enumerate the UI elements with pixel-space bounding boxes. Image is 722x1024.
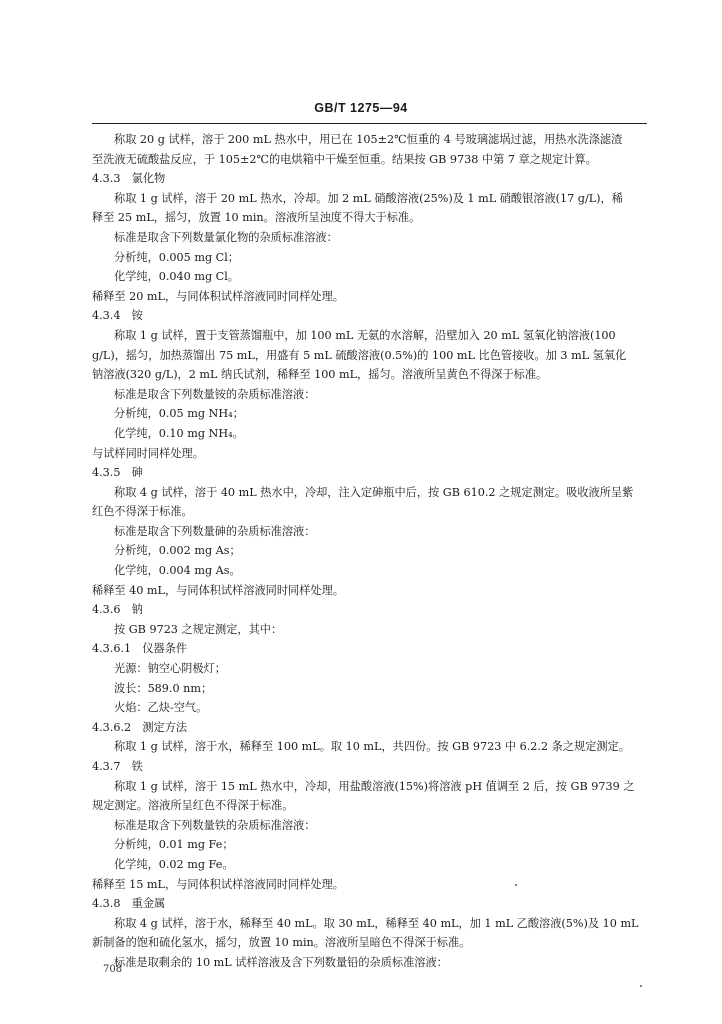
text-line: 称取 1 g 试样，溶于 15 mL 热水中，冷却，用盐酸溶液(15%)将溶液 pH 值调至 2 后，按 GB 9739 之 <box>114 779 635 793</box>
section-heading: 4.3.6.2 测定方法 <box>92 720 188 734</box>
text-line: 分析纯，0.005 mg Cl； <box>114 250 239 264</box>
text-line: 与试样同时同样处理。 <box>92 446 204 460</box>
header-rule <box>92 123 647 124</box>
section-heading: 4.3.8 重金属 <box>92 897 166 911</box>
text-line: 称取 4 g 试样，溶于 40 mL 热水中，冷却，注入定砷瓶中后，按 GB 610.2 之规定测定。吸收液所呈紫 <box>114 485 634 499</box>
text-line: 分析纯，0.01 mg Fe； <box>114 838 234 852</box>
scan-speck <box>515 884 517 886</box>
text-line: 火焰：乙炔-空气。 <box>114 701 208 715</box>
text-line: 称取 1 g 试样，置于支管蒸馏瓶中，加 100 mL 无氨的水溶解，沿壁加入 20 mL 氢氧化钠溶液(100 <box>114 328 616 342</box>
page-number: 708 <box>103 964 123 975</box>
text-line: 新制备的饱和硫化氢水，摇匀，放置 10 min。溶液所呈暗色不得深于标准。 <box>92 936 471 950</box>
text-line: 按 GB 9723 之规定测定，其中： <box>114 622 283 636</box>
text-line: 称取 4 g 试样，溶于水，稀释至 40 mL。取 30 mL，稀释至 40 mL，加 1 mL 乙酸溶液(5%)及 10 mL <box>114 916 639 930</box>
text-line: 稀释至 20 mL，与同体积试样溶液同时同样处理。 <box>92 289 344 303</box>
text-line: 稀释至 40 mL，与同体积试样溶液同时同样处理。 <box>92 583 344 597</box>
text-line: 波长：589.0 nm； <box>114 681 213 695</box>
section-heading: 4.3.6 钠 <box>92 603 143 617</box>
text-line: 标准是取含下列数量铵的杂质标准溶液： <box>114 387 316 401</box>
text-line: 分析纯，0.002 mg As； <box>114 544 241 558</box>
section-heading: 4.3.6.1 仪器条件 <box>92 642 188 656</box>
text-line: 分析纯，0.05 mg NH₄； <box>114 407 244 421</box>
section-heading: 4.3.5 砷 <box>92 466 143 480</box>
section-heading: 4.3.3 氯化物 <box>92 172 166 186</box>
text-line: 化学纯，0.004 mg As。 <box>114 564 241 578</box>
text-line: 化学纯，0.10 mg NH₄。 <box>114 426 244 440</box>
text-line: 光源：钠空心阴极灯； <box>114 662 226 676</box>
text-line: 稀释至 15 mL，与同体积试样溶液同时同样处理。 <box>92 877 344 891</box>
text-line: 称取 1 g 试样，溶于水，稀释至 100 mL。取 10 mL，共四份。按 GB 9723 中 6.2.2 条之规定测定。 <box>114 740 630 754</box>
text-line: 标准是取含下列数量铁的杂质标准溶液： <box>114 818 316 832</box>
text-line: 释至 25 mL，摇匀，放置 10 min。溶液所呈浊度不得大于标准。 <box>92 211 421 225</box>
section-heading: 4.3.4 铵 <box>92 309 143 323</box>
text-line: 至洗液无硫酸盐反应，于 105±2℃的电烘箱中干燥至恒重。结果按 GB 9738 中第 7 章之规定计算。 <box>92 152 597 166</box>
text-line: 标准是取含下列数量砷的杂质标准溶液： <box>114 524 316 538</box>
text-line: g/L)，摇匀，加热蒸馏出 75 mL，用盛有 5 mL 硫酸溶液(0.5%)的 100 mL 比色管接收。加 3 mL 氢氧化 <box>92 348 627 362</box>
text-line: 称取 20 g 试样，溶于 200 mL 热水中，用已在 105±2℃恒重的 4 号玻璃滤埚过滤，用热水洗涤滤渣 <box>114 133 623 146</box>
standard-header: GB/T 1275—94 <box>314 101 408 115</box>
text-line: 称取 1 g 试样，溶于 20 mL 热水，冷却。加 2 mL 硝酸溶液(25%)及 1 mL 硝酸银溶液(17 g/L)，稀 <box>114 191 623 205</box>
scan-speck <box>640 985 642 987</box>
text-line: 规定测定。溶液所呈红色不得深于标准。 <box>92 799 294 813</box>
document-body <box>92 130 647 973</box>
text-line: 标准是取剩余的 10 mL 试样溶液及含下列数量铅的杂质标准溶液： <box>114 955 448 969</box>
text-line: 钠溶液(320 g/L)，2 mL 纳氏试剂，稀释至 100 mL，摇匀。溶液所呈黄色不得深于标准。 <box>92 368 548 382</box>
text-line: 化学纯，0.040 mg Cl。 <box>114 270 239 284</box>
section-heading: 4.3.7 铁 <box>92 760 143 773</box>
text-line: 红色不得深于标准。 <box>92 505 193 519</box>
text-line: 化学纯，0.02 mg Fe。 <box>114 857 234 871</box>
text-line: 标准是取含下列数量氯化物的杂质标准溶液： <box>114 230 338 244</box>
